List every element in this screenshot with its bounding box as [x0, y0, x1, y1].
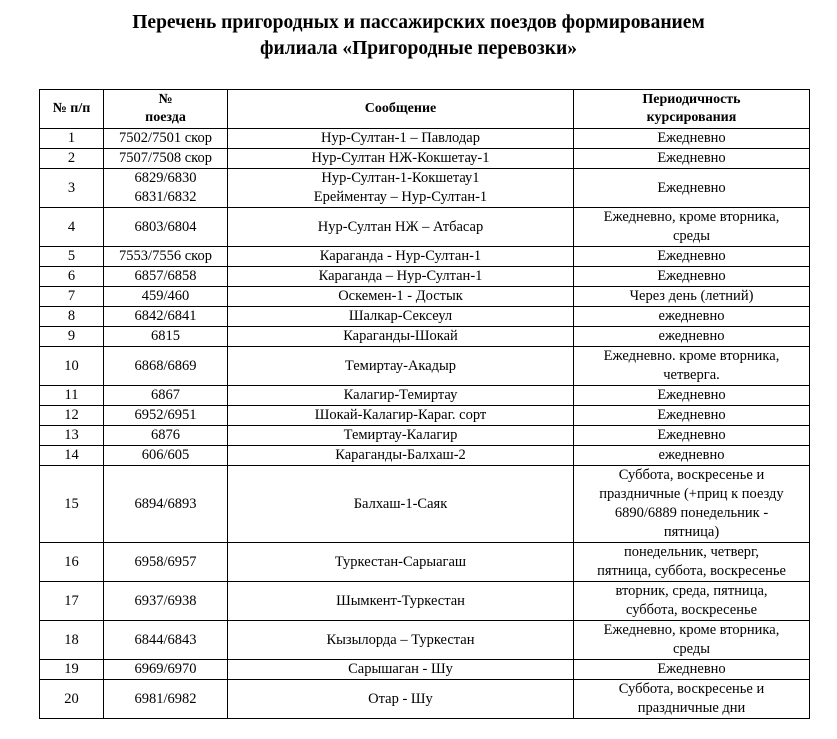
route-line: Нур-Султан-1 – Павлодар [321, 130, 480, 146]
schedule-line: Ежедневно [657, 150, 726, 166]
schedule [574, 247, 810, 267]
schedule-line: Суббота, воскресенье и [618, 467, 765, 483]
route-line: Сарышаган - Шу [348, 661, 453, 677]
table-body [40, 129, 810, 719]
train-number [104, 680, 228, 719]
route [228, 680, 574, 719]
table-row [40, 543, 810, 582]
row-number: 2 [40, 149, 104, 169]
train-number [104, 582, 228, 621]
route-line: Караганда – Нур-Султан-1 [318, 268, 483, 284]
train-number-line: 6952/6951 [134, 407, 197, 423]
row-number: 9 [40, 327, 104, 347]
schedule-line: Ежедневно. кроме вторника, [603, 348, 780, 364]
schedule [574, 129, 810, 149]
schedule-line: Суббота, воскресенье и [618, 681, 765, 697]
train-number-line: 6969/6970 [134, 661, 197, 677]
table-row [40, 149, 810, 169]
route [228, 267, 574, 287]
schedule [574, 582, 810, 621]
train-number [104, 129, 228, 149]
schedule-line: вторник, среда, пятница, [615, 583, 768, 599]
train-number-line: 7502/7501 скор [119, 130, 212, 146]
route [228, 347, 574, 386]
row-number: 18 [40, 621, 104, 660]
schedule [574, 543, 810, 582]
train-number-line: 606/605 [141, 447, 190, 463]
schedule [574, 208, 810, 247]
title-line-2: филиала «Пригородные перевозки» [260, 38, 577, 59]
route-line: Шалкар-Сексеул [348, 308, 453, 324]
schedule-line: праздничные дни [637, 700, 746, 716]
schedule [574, 426, 810, 446]
train-number-line: 6829/6830 [134, 170, 197, 186]
train-number [104, 247, 228, 267]
table-row [40, 680, 810, 719]
schedule [574, 406, 810, 426]
header-num: № п/п [40, 90, 104, 129]
table-row [40, 169, 810, 208]
schedule-line: праздничные (+приц к поезду [599, 486, 784, 502]
schedule [574, 327, 810, 347]
schedule-line: ежедневно [658, 308, 725, 324]
title-line-1: Перечень пригородных и пассажирских поездов формированием [132, 12, 705, 33]
schedule [574, 446, 810, 466]
train-number-line: 6937/6938 [134, 592, 197, 609]
row-number: 3 [40, 169, 104, 208]
train-number [104, 169, 228, 208]
route [228, 149, 574, 169]
schedule-line: пятница) [663, 524, 720, 540]
row-number: 1 [40, 129, 104, 149]
table-row [40, 347, 810, 386]
train-number-line: 6958/6957 [134, 553, 197, 570]
train-number [104, 386, 228, 406]
train-number [104, 543, 228, 582]
row-number: 16 [40, 543, 104, 582]
table-row [40, 582, 810, 621]
table-row [40, 446, 810, 466]
train-number [104, 208, 228, 247]
train-number [104, 466, 228, 543]
route [228, 621, 574, 660]
schedule-line: Ежедневно, кроме вторника, [603, 209, 780, 225]
header-train [104, 90, 228, 129]
table-header-row [40, 90, 810, 129]
row-number: 10 [40, 347, 104, 386]
train-number-line: 6867 [151, 387, 180, 403]
train-number-line: 6815 [151, 328, 180, 344]
schedule [574, 680, 810, 719]
route-line: Нур-Султан НЖ – Атбасар [317, 218, 484, 235]
trains-table [39, 89, 810, 719]
schedule-line: Ежедневно [657, 407, 726, 423]
schedule-line: ежедневно [658, 328, 725, 344]
route [228, 307, 574, 327]
train-number-line: 6857/6858 [134, 268, 197, 284]
train-number [104, 406, 228, 426]
table-row [40, 287, 810, 307]
train-number-line: 6842/6841 [134, 308, 197, 324]
route [228, 406, 574, 426]
table-row [40, 621, 810, 660]
schedule-line: Ежедневно [657, 387, 726, 403]
schedule-line: ежедневно [658, 447, 725, 463]
schedule [574, 621, 810, 660]
table-row [40, 267, 810, 287]
route [228, 466, 574, 543]
schedule-line: пятница, суббота, воскресенье [597, 563, 786, 579]
route [228, 247, 574, 267]
train-number-line: 7553/7556 скор [119, 248, 212, 264]
route-line: Оскемен-1 - Достык [338, 288, 463, 304]
schedule-line: Ежедневно [657, 248, 726, 264]
row-number: 4 [40, 208, 104, 247]
route [228, 208, 574, 247]
route-line: Калагир-Темиртау [343, 387, 458, 403]
route-line: Караганда - Нур-Султан-1 [319, 248, 482, 264]
table-row [40, 386, 810, 406]
route-line: Шымкент-Туркестан [336, 592, 465, 609]
route-line: Шокай-Калагир-Караг. сорт [314, 407, 487, 423]
train-number-line: 6894/6893 [134, 495, 197, 512]
table-row [40, 307, 810, 327]
train-number-line: 6803/6804 [134, 218, 197, 235]
train-number-line: 459/460 [141, 288, 190, 304]
header-schedule-line-1: Периодичность [642, 92, 741, 107]
train-number [104, 149, 228, 169]
route [228, 426, 574, 446]
train-number-line: 6981/6982 [134, 690, 197, 707]
route [228, 129, 574, 149]
train-number-line: 6844/6843 [134, 631, 197, 648]
route-line: Ерейментау – Нур-Султан-1 [313, 189, 488, 205]
schedule-line: суббота, воскресенье [625, 602, 758, 618]
schedule [574, 149, 810, 169]
document-title [0, 10, 837, 62]
schedule [574, 287, 810, 307]
schedule-line: Ежедневно [657, 427, 726, 443]
train-number-line: 6876 [151, 427, 180, 443]
route-line: Нур-Султан НЖ-Кокшетау-1 [311, 150, 490, 166]
table-row [40, 208, 810, 247]
route [228, 582, 574, 621]
row-number: 8 [40, 307, 104, 327]
table-row [40, 426, 810, 446]
schedule [574, 660, 810, 680]
row-number: 14 [40, 446, 104, 466]
row-number: 20 [40, 680, 104, 719]
train-number [104, 267, 228, 287]
row-number: 12 [40, 406, 104, 426]
train-number-line: 7507/7508 скор [119, 150, 212, 166]
header-route: Сообщение [228, 90, 574, 129]
table-row [40, 660, 810, 680]
header-train-line-2: поезда [145, 110, 186, 125]
train-number [104, 446, 228, 466]
train-number [104, 287, 228, 307]
route-line: Кызылорда – Туркестан [326, 631, 475, 648]
schedule-line: Ежедневно [657, 130, 726, 146]
route-line: Караганды-Балхаш-2 [335, 447, 466, 463]
route [228, 327, 574, 347]
train-number-line: 6868/6869 [134, 357, 197, 374]
route-line: Нур-Султан-1-Кокшетау1 [321, 170, 480, 186]
schedule-line: Ежедневно, кроме вторника, [603, 622, 780, 638]
schedule-line: среды [672, 228, 711, 244]
route-line: Туркестан-Сарыагаш [334, 553, 467, 570]
header-schedule-line-2: курсирования [646, 110, 737, 125]
schedule [574, 267, 810, 287]
table-row [40, 129, 810, 149]
route-line: Караганды-Шокай [343, 328, 458, 344]
schedule-line: Ежедневно [657, 179, 726, 196]
route [228, 660, 574, 680]
row-number: 5 [40, 247, 104, 267]
header-schedule [574, 90, 810, 129]
route [228, 386, 574, 406]
route-line: Темиртау-Калагир [343, 427, 458, 443]
table-row [40, 247, 810, 267]
schedule-line: Ежедневно [657, 268, 726, 284]
row-number: 19 [40, 660, 104, 680]
route [228, 169, 574, 208]
schedule [574, 347, 810, 386]
route-line: Темиртау-Акадыр [344, 357, 457, 374]
schedule [574, 169, 810, 208]
schedule-line: Ежедневно [657, 661, 726, 677]
train-number [104, 660, 228, 680]
train-number [104, 307, 228, 327]
train-number [104, 347, 228, 386]
schedule [574, 307, 810, 327]
row-number: 11 [40, 386, 104, 406]
route [228, 287, 574, 307]
schedule [574, 466, 810, 543]
train-number-line: 6831/6832 [134, 189, 197, 205]
row-number: 7 [40, 287, 104, 307]
schedule-line: Через день (летний) [629, 288, 754, 304]
row-number: 17 [40, 582, 104, 621]
train-number [104, 327, 228, 347]
row-number: 15 [40, 466, 104, 543]
table-row [40, 327, 810, 347]
row-number: 13 [40, 426, 104, 446]
route [228, 446, 574, 466]
schedule-line: среды [672, 641, 711, 657]
schedule-line: 6890/6889 понедельник - [614, 505, 769, 521]
route [228, 543, 574, 582]
train-number [104, 426, 228, 446]
schedule-line: четверга. [663, 367, 720, 383]
row-number: 6 [40, 267, 104, 287]
table-row [40, 466, 810, 543]
schedule-line: понедельник, четверг, [624, 544, 759, 560]
schedule [574, 386, 810, 406]
table-row [40, 406, 810, 426]
train-number [104, 621, 228, 660]
header-train-line-1: № [158, 92, 173, 107]
route-line: Отар - Шу [368, 690, 433, 707]
route-line: Балхаш-1-Саяк [353, 495, 448, 512]
